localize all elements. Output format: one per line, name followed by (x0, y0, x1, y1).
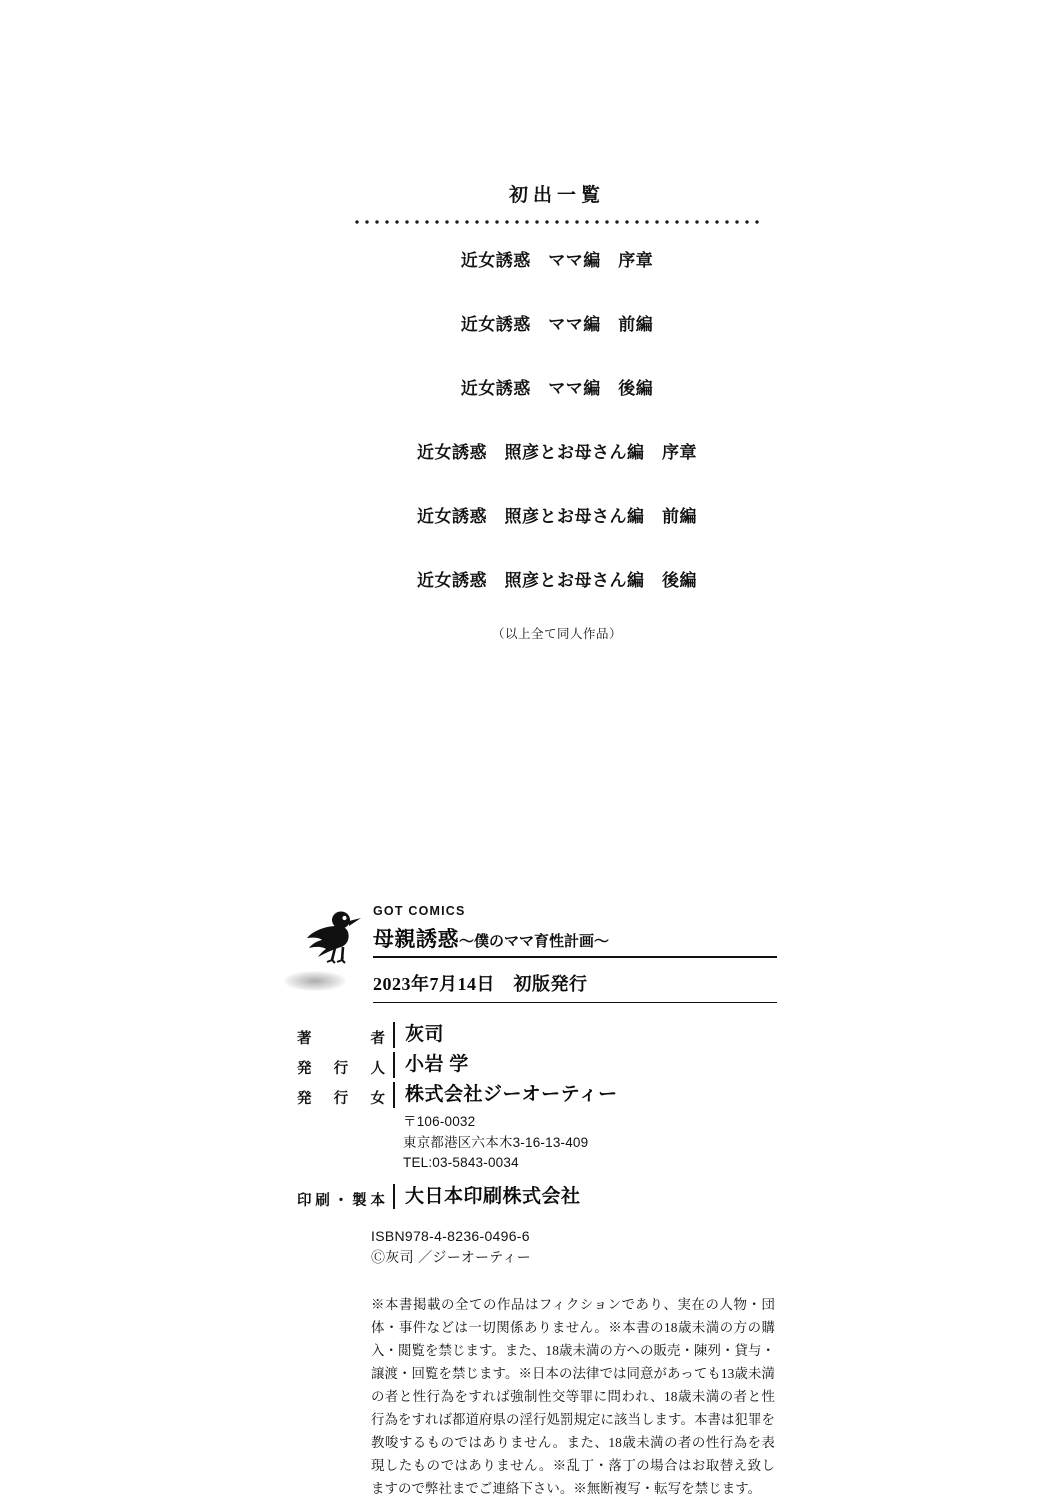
credits-list (352, 246, 762, 591)
isbn-block (371, 1226, 777, 1269)
publisher-logo-row (297, 905, 777, 967)
list-item: 近女誘惑 ママ編 後編 (460, 379, 654, 398)
staff-row-publisher-company (297, 1082, 777, 1108)
divider-heavy (373, 956, 777, 958)
list-item: 近女誘惑 照彦とお母さん編 前編 (417, 507, 697, 526)
disclaimer-text: ※本書掲載の全ての作品はフィクションであり、実在の人物・団体・事件などは一切関係ありません。※本書の18歳未満の方の購入・閲覧を禁じます。また、18歳未満の方への販売・陳列・貸与・譲渡・回覧を禁じます。※日本の法律では同意があっても13歳未満の者と性行為をすれば強制性交等罪に問われ、18歳未満の者と性行為をすれば都道府県の淫行処罰規定に該当します。本書は犯罪を教唆するものではありません。また、18歳未満の者の性行為を表現したものではありません。※乱丁・落丁の場合はお取替え致しますので弊社までご連絡下さい。※無断複写・転写を禁じます。 (371, 1296, 775, 1497)
staff-label: 発行女 (297, 1091, 385, 1107)
staff-row-author (297, 1022, 777, 1048)
postal-code: 〒106-0032 (403, 1114, 476, 1129)
staff-row-printing (297, 1184, 777, 1210)
street-address: 東京都港区六本木3-16-13-409 (403, 1134, 589, 1150)
publisher-address (403, 1112, 777, 1174)
list-item: 近女誘惑 ママ編 序章 (460, 251, 654, 270)
ink-smudge (284, 971, 346, 991)
publication-date: 2023年7月14日 初版発行 (373, 974, 588, 994)
list-item: 近女誘惑 ママ編 前編 (460, 315, 654, 334)
book-title-main: 母親誘惑 (373, 926, 459, 951)
bird-logo-icon (297, 907, 369, 965)
divider-thin (373, 1002, 777, 1003)
brand-wrap (373, 905, 777, 958)
credits-title: 初出一覧 (508, 185, 605, 206)
isbn-number: ISBN978-4-8236-0496-6 (371, 1227, 530, 1244)
copyright-line: Ⓒ灰司 ／ジーオーティー (371, 1249, 532, 1266)
credits-block (352, 180, 762, 642)
credits-note: （以上全て同人作品） (491, 627, 622, 641)
staff-label: 発行人 (297, 1061, 385, 1077)
brand-name-en: GOT COMICS (373, 904, 466, 918)
book-title (373, 923, 777, 953)
dotted-divider (352, 216, 762, 224)
list-item: 近女誘惑 照彦とお母さん編 序章 (417, 443, 697, 462)
colophon-block (297, 905, 777, 1500)
book-title-sub: 〜僕のママ育性計画〜 (459, 933, 610, 950)
staff-value: 大日本印刷株式会社 (393, 1184, 581, 1210)
staff-value: 株式会社ジーオーティー (393, 1082, 618, 1108)
publication-date-row (297, 967, 777, 1001)
staff-label: 印刷・製本 (297, 1192, 385, 1209)
telephone: TEL:03-5843-0034 (403, 1155, 519, 1171)
list-item: 近女誘惑 照彦とお母さん編 後編 (417, 571, 697, 590)
staff-row-publisher-person (297, 1052, 777, 1078)
staff-list (297, 1022, 777, 1210)
staff-label: 著者 (297, 1031, 385, 1047)
staff-value: 小岩 学 (393, 1052, 469, 1078)
staff-value: 灰司 (393, 1022, 444, 1048)
